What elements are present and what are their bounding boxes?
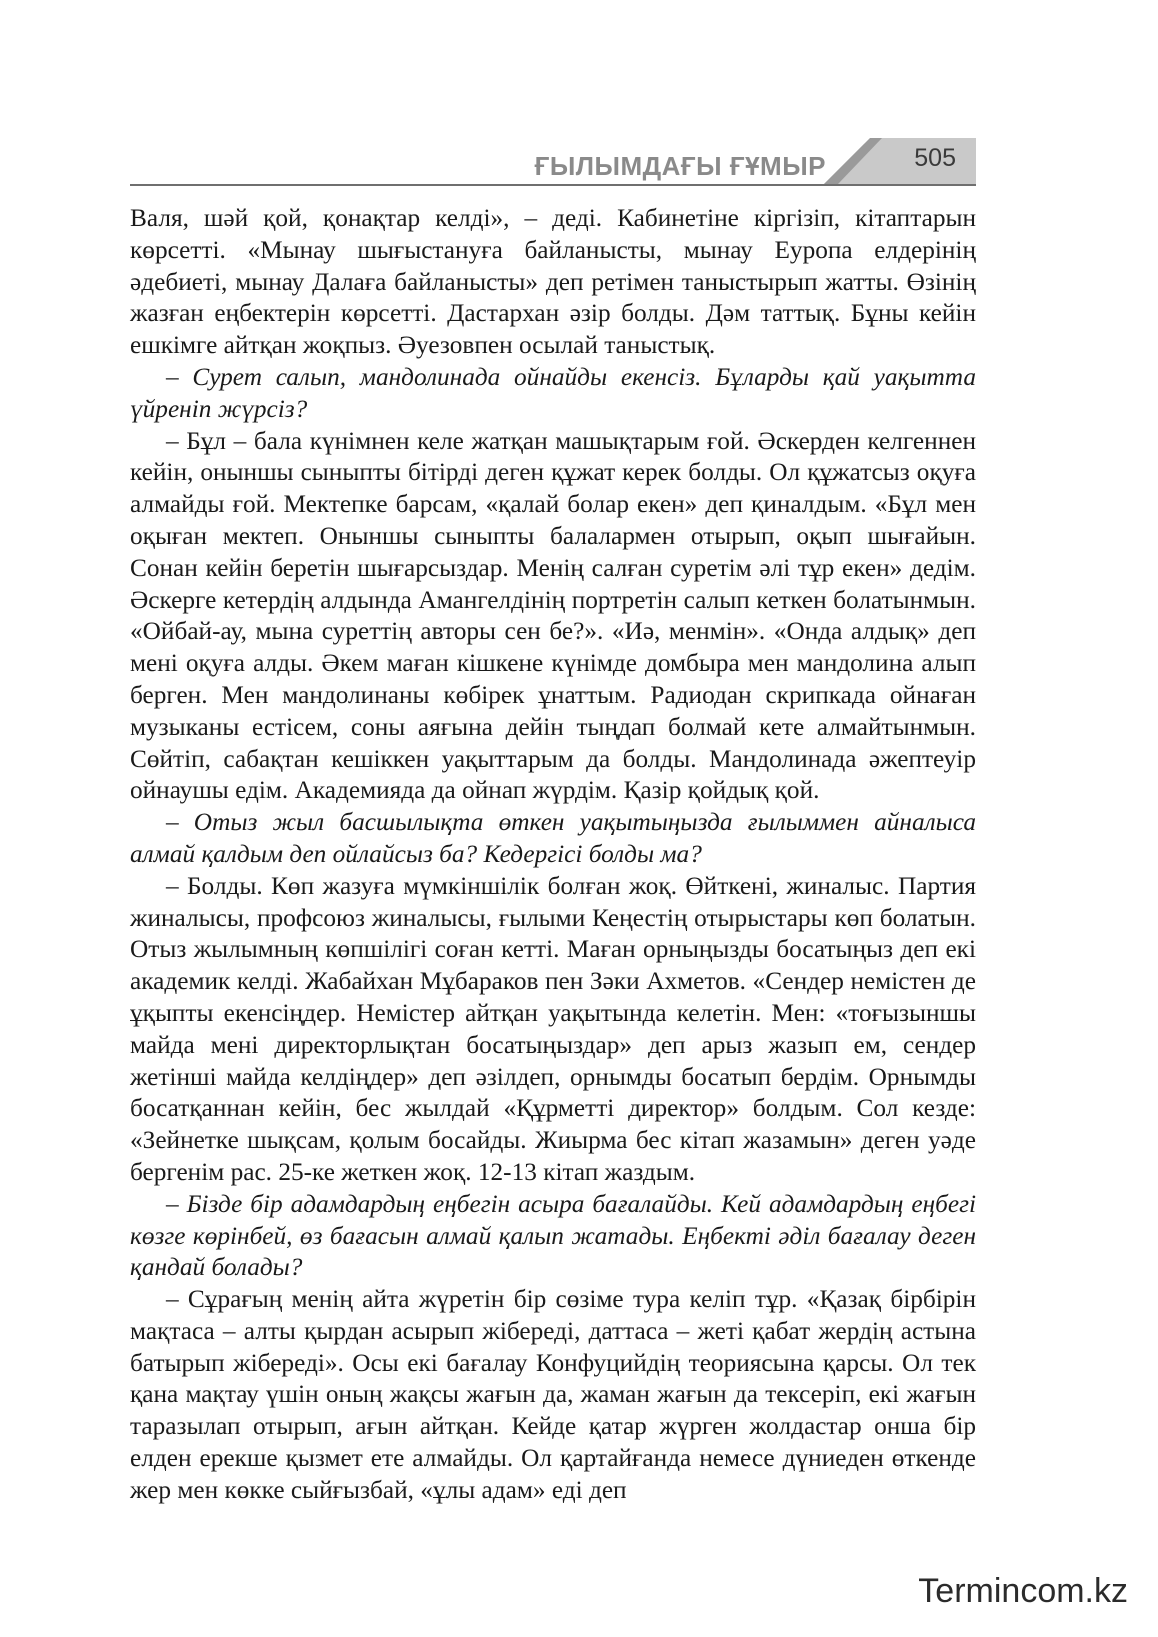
section-title: ҒЫЛЫМДАҒЫ ҒҰМЫР bbox=[534, 151, 826, 181]
paragraph-question: – Сурет салып, мандолинада ойнайды екенсіз. Бұларды қай уақытта үйреніп жүрсіз? bbox=[130, 362, 976, 423]
running-header bbox=[130, 138, 976, 186]
paragraph-answer: – Болды. Көп жазуға мүмкіншілік болған жоқ. Өйткені, жиналыс. Партия жиналысы, профсоюз жиналысы, ғылыми Кеңестің отырыстары көп болатын. Отыз жылымның көпшілігі соған кетті. Маған орныңызды босатыңыз деп екі академик келді. Жабайхан Мұбараков пен Зәки Ахметов. «Сендер немістен де ұқыпты екенсіңдер. Немістер айтқан уақытында келетін. Мен: «тоғызыншы майда мені директорлықтан босатыңыздар» деп арыз жазып ем, сендер жетінші майда келдіңдер» деп әзілдеп, орнымды босатып бердім. Орнымды босатқаннан кейін, бес жылдай «Құрметті директор» болдым. Сол кезде: «Зейнетке шықсам, қолым босайды. Жиырма бес кітап жазамын» деген уәде бергенім рас. 25-ке жеткен жоқ. 12-13 кітап жаздым. bbox=[130, 871, 976, 1186]
site-watermark: Termincom.kz bbox=[918, 1572, 1128, 1610]
page-body bbox=[130, 203, 976, 1507]
paragraph-continued-answer: Валя, шәй қой, қонақтар келді», – деді. Кабинетіне кіргізіп, кітаптарын көрсетті. «Мынау шығыстануға байланысты, мынау Еуропа елдерінің әдебиеті, мынау Далаға байланысты» деп ретімен таныстырып жатты. Өзінің жазған еңбектерін көрсетті. Дастархан әзір болды. Дәм таттық. Бұны кейін ешкімге айтқан жоқпыз. Әуезовпен осылай таныстық. bbox=[130, 204, 976, 360]
paragraph-answer: – Сұрағың менің айта жүретін бір сөзіме тура келіп тұр. «Қазақ бірбірін мақтаса – алты қырдан асырып жібереді, даттаса – жеті қабат жердің астына батырып жібереді». Осы екі бағалау Конфуцийдің теориясына қарсы. Ол тек қана мақтау үшін оның жақсы жағын да, жаман жағын да тексеріп, екі жағын таразылап отырып, ағын айтқан. Кейде қатар жүрген жолдастар онша бір елден ерекше қызмет ете алмайды. Ол қартайғанда немесе дүниеден өткенде жер мен көкке сыйғызбай, «ұлы адам» еді деп bbox=[130, 1285, 976, 1504]
page-number: 505 bbox=[914, 144, 956, 172]
page-number-tab bbox=[824, 138, 976, 184]
header-rule bbox=[130, 184, 976, 186]
paragraph-question: – Бізде бір адамдардың еңбегін асыра бағалайды. Кей адамдардың еңбегі көзге көрінбей, өз бағасын алмай қалып жатады. Еңбекті әділ бағалау деген қандай болады? bbox=[130, 1189, 976, 1282]
paragraph-question: – Отыз жыл басшылықта өткен уақытыңызда ғылыммен айналыса алмай қалдым деп ойлайсыз ба? Кедергісі болды ма? bbox=[130, 808, 976, 868]
paragraph-answer: – Бұл – бала күнімнен келе жатқан машықтарым ғой. Әскерден келгеннен кейін, оныншы сыныпты бітірді деген құжат керек болды. Ол құжатсыз оқуға алмайды ғой. Мектепке барсам, «қалай болар екен» деп қиналдым. «Бұл мен оқыған мектеп. Оныншы сыныпты балалармен отырып, оқып шығайын. Сонан кейін беретін шығарсыздар. Менің салған суретім әлі тұр екен» дедім. Әскерге кетердің алдында Амангелдінің портретін салып кеткен болатынмын. «Ойбай-ау, мына суреттің авторы сен бе?». «Иә, менмін». «Онда алдық» деп мені оқуға алды. Әкем маған кішкене күнімде домбыра мен мандолина алып берген. Мен мандолинаны көбірек ұнаттым. Радиодан скрипкада ойнаған музыканы естісем, соны аяғына дейін тыңдап болмай кете алмайтынмын. Сөйтіп, сабақтан кешіккен уақыттарым да болды. Мандолинада әжептеуір ойнаушы едім. Академияда да ойнап жүрдім. Қазір қойдық қой. bbox=[130, 426, 976, 805]
